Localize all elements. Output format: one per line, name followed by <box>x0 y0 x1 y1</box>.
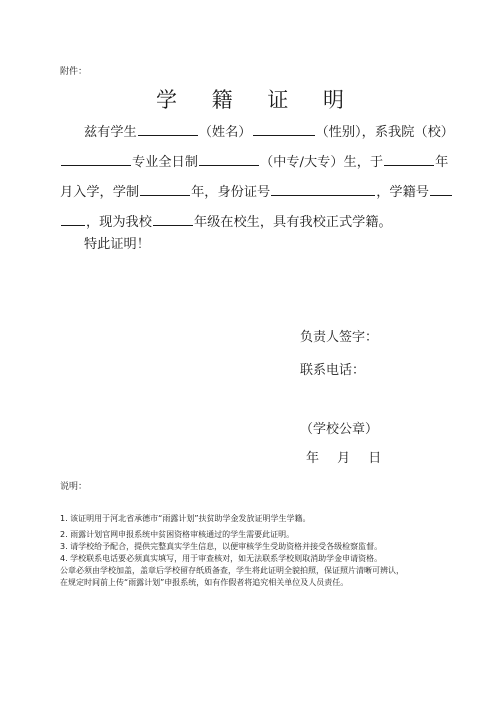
notes-list <box>60 513 460 589</box>
body-line-3 <box>60 182 452 201</box>
text-idcard: 年，身份证号 <box>191 185 271 200</box>
note-item: 4. 学校联系电话要必须真实填写，用于审查核对，如无法联系学校则取消助学金申请资格。 <box>60 554 383 563</box>
note-item: 在规定时间前上传“雨露计划”申报系统，如有作假者将追究相关单位及人员责任。 <box>60 578 349 587</box>
body-line-4 <box>60 212 452 231</box>
text-enroll: 月入学，学制 <box>60 185 140 200</box>
responsible-signature-label: 负责人签字： <box>300 330 379 345</box>
idcard-blank[interactable] <box>271 182 375 196</box>
notes-title: 说明： <box>60 482 88 492</box>
note-item: 3. 请学校给予配合，提供完整真实学生信息，以便审核学生受助资格并接受各级检察监督。 <box>60 542 383 551</box>
grade-blank[interactable] <box>153 212 193 226</box>
duration-blank[interactable] <box>140 182 190 196</box>
text-name: （姓名） <box>198 125 252 140</box>
text-year: 年 <box>435 155 449 170</box>
major-blank[interactable] <box>61 152 131 166</box>
note-item: 公章必须由学校加盖，盖章后学校留存纸质备查，学生将此证明全貌拍照，保证照片清晰可辨认， <box>60 566 404 575</box>
attachment-label: 附件： <box>60 67 88 77</box>
text-major: 专业全日制 <box>132 155 198 170</box>
note-item: 2. 雨露计划官网申报系统中贫困资格审核通过的学生需要此证明。 <box>60 530 295 539</box>
year-blank[interactable] <box>384 152 434 166</box>
body-line-2 <box>60 152 452 171</box>
body-line-1 <box>84 122 476 141</box>
text-gender-school: （性别），系我院（校） <box>315 125 454 140</box>
closing-statement: 特此证明！ <box>84 237 150 252</box>
student-no-blank-end[interactable] <box>61 212 85 226</box>
student-no-blank-start[interactable] <box>430 182 452 196</box>
text-grade: 年级在校生，具有我校正式学籍。 <box>193 215 392 230</box>
school-seal-label: （学校公章） <box>300 422 379 437</box>
name-blank[interactable] <box>138 122 198 136</box>
document-title: 学 籍 证 明 <box>155 88 359 112</box>
date-label: 年 月 日 <box>306 451 382 466</box>
gender-blank[interactable] <box>253 122 315 136</box>
text-student-no: ，学籍号 <box>376 185 429 200</box>
contact-phone-label: 联系电话： <box>300 363 366 378</box>
note-item: 1. 该证明用于河北省承德市“雨露计划”扶贫助学金发放证明学生学籍。 <box>60 514 311 523</box>
text-student: 兹有学生 <box>84 125 137 140</box>
text-level: （中专/大专）生，于 <box>259 155 384 170</box>
text-current: ，现为我校 <box>86 215 152 230</box>
level-blank[interactable] <box>199 152 259 166</box>
